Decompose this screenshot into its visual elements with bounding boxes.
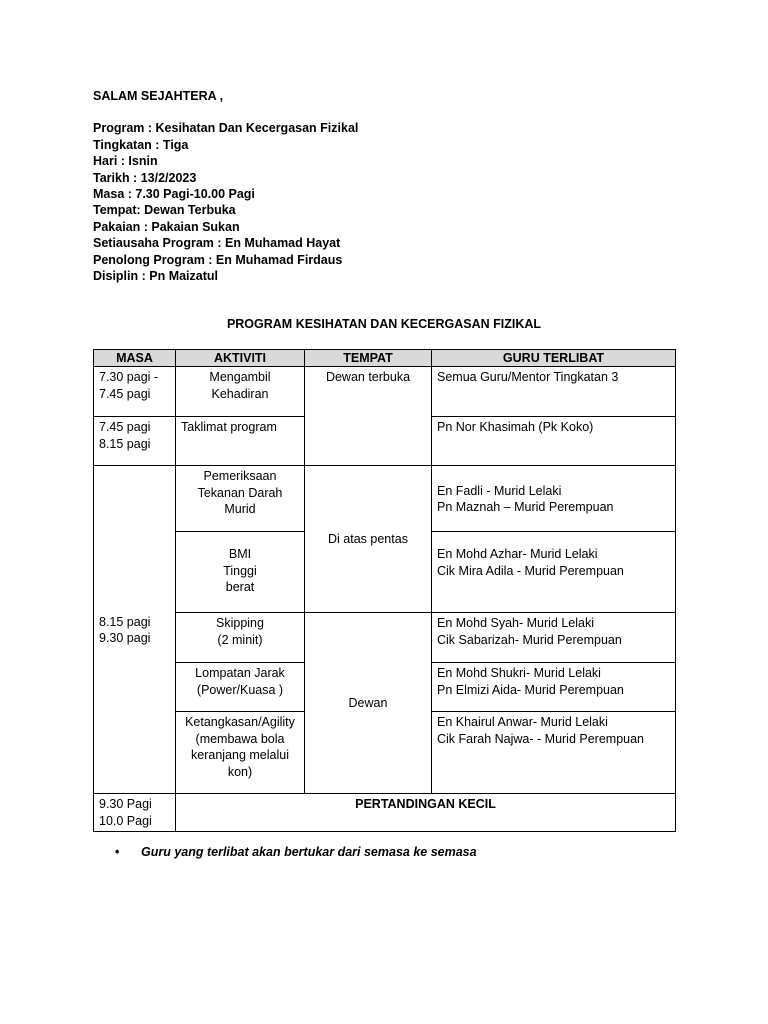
masa-cell: 8.15 pagi 9.30 pagi (94, 466, 176, 794)
program-info (93, 88, 358, 284)
aktiviti-cell: BMI Tinggi berat (176, 532, 305, 613)
info-disiplin: Disiplin : Pn Maizatul (93, 269, 219, 284)
masa-cell: 7.45 pagi 8.15 pagi (94, 417, 176, 466)
info-tingkatan: Tingkatan : Tiga (93, 137, 189, 152)
info-tempat: Tempat: Dewan Terbuka (93, 203, 236, 218)
note-text: Guru yang terlibat akan bertukar dari semasa ke semasa (141, 845, 477, 859)
col-header-masa: MASA (94, 350, 176, 367)
final-event-cell: PERTANDINGAN KECIL (176, 794, 676, 832)
tempat-cell: Dewan (305, 613, 432, 794)
table-row (94, 613, 676, 663)
aktiviti-cell: Skipping (2 minit) (176, 613, 305, 663)
guru-cell: En Mohd Shukri- Murid Lelaki Pn Elmizi Aida- Murid Perempuan (432, 663, 676, 712)
greeting: SALAM SEJAHTERA , (93, 89, 224, 103)
table-header-row (94, 350, 676, 367)
table-title: PROGRAM KESIHATAN DAN KECERGASAN FIZIKAL (226, 317, 542, 331)
info-pakaian: Pakaian : Pakaian Sukan (93, 219, 240, 234)
info-program: Program : Kesihatan Dan Kecergasan Fizikal (93, 121, 359, 136)
note (115, 845, 477, 859)
guru-cell: En Khairul Anwar- Murid Lelaki Cik Farah Najwa- - Murid Perempuan (432, 712, 676, 794)
table-row (94, 367, 676, 417)
col-header-guru: GURU TERLIBAT (432, 350, 676, 367)
masa-cell: 7.30 pagi - 7.45 pagi (94, 367, 176, 417)
info-penolong: Penolong Program : En Muhamad Firdaus (93, 252, 343, 267)
info-setiausaha: Setiausaha Program : En Muhamad Hayat (93, 236, 341, 251)
col-header-aktiviti: AKTIVITI (176, 350, 305, 367)
info-hari: Hari : Isnin (93, 154, 158, 169)
table-row (94, 794, 676, 832)
aktiviti-cell: Taklimat program (176, 417, 305, 466)
guru-cell: En Mohd Azhar- Murid Lelaki Cik Mira Adila - Murid Perempuan (432, 532, 676, 613)
aktiviti-cell: Lompatan Jarak (Power/Kuasa ) (176, 663, 305, 712)
aktiviti-cell: Pemeriksaan Tekanan Darah Murid (176, 466, 305, 532)
tempat-cell: Dewan terbuka (305, 367, 432, 466)
masa-cell: 9.30 Pagi 10.0 Pagi (94, 794, 176, 832)
col-header-tempat: TEMPAT (305, 350, 432, 367)
schedule-table (93, 349, 676, 832)
guru-cell: En Mohd Syah- Murid Lelaki Cik Sabarizah- Murid Perempuan (432, 613, 676, 663)
guru-cell: Pn Nor Khasimah (Pk Koko) (432, 417, 676, 466)
aktiviti-cell: Mengambil Kehadiran (176, 367, 305, 417)
bullet-marker: • (115, 845, 120, 859)
aktiviti-cell: Ketangkasan/Agility (membawa bola keranjang melalui kon) (176, 712, 305, 794)
info-tarikh: Tarikh : 13/2/2023 (93, 170, 197, 185)
table-row (94, 466, 676, 532)
info-masa: Masa : 7.30 Pagi-10.00 Pagi (93, 187, 255, 202)
guru-cell: En Fadli - Murid Lelaki Pn Maznah – Murid Perempuan (432, 466, 676, 532)
tempat-cell: Di atas pentas (305, 466, 432, 613)
guru-cell: Semua Guru/Mentor Tingkatan 3 (432, 367, 676, 417)
